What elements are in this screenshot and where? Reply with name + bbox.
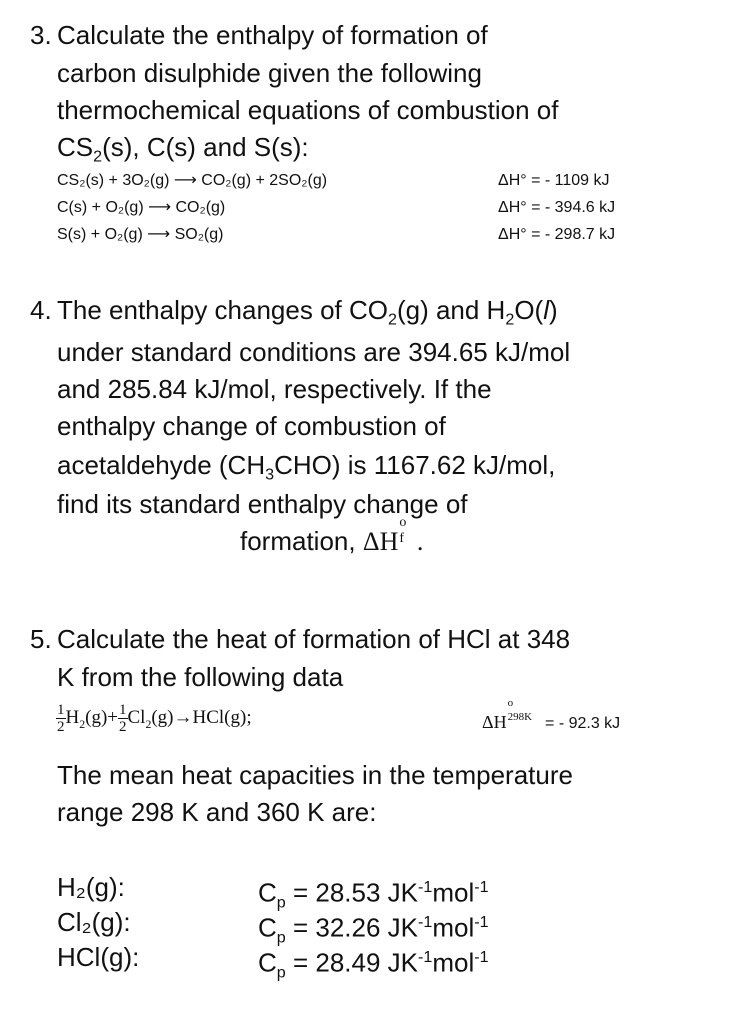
equation-sulfur-combustion: S(s) + O₂(g) ⟶ SO₂(g)	[57, 226, 224, 243]
question-4-line-2: under standard conditions are 394.65 kJ/mol	[57, 337, 571, 367]
equation-cs2-combustion: CS₂(s) + 3O₂(g) ⟶ CO₂(g) + 2SO₂(g)	[57, 172, 328, 189]
fraction-half: $\frac{1}{2}$	[57, 702, 65, 736]
question-4-number: 4.	[30, 295, 52, 325]
question-4-line-5: acetaldehyde $(CH_3CHO)$ is 1167.62 kJ/mol,	[57, 450, 556, 484]
heat-capacity-species-cl2: Cl₂(g):	[57, 907, 131, 937]
question-4-line-4: enthalpy change of combustion of	[57, 411, 446, 441]
question-5-line-4: range 298 K and 360 K are:	[57, 797, 377, 827]
heat-capacity-species-h2: H₂(g):	[57, 872, 125, 902]
question-4-line-1: The enthalpy changes of $CO_2(g)$ and $H_2O(l)$	[57, 295, 558, 329]
question-5-line-3: The mean heat capacities in the temperature	[57, 760, 573, 790]
enthalpy-carbon-combustion: ΔH° = - 394.6 kJ	[498, 199, 616, 216]
question-3-species-line: $CS_2(s)$, C(s) and S(s):	[57, 132, 309, 166]
enthalpy-sulfur-combustion: ΔH° = - 298.7 kJ	[498, 226, 616, 243]
question-4-line-7: formation, ΔH o f .	[240, 515, 424, 556]
hcl-formation-enthalpy: ΔH o 298K = - 92.3 kJ	[482, 697, 621, 732]
question-4-line-6: find its standard enthalpy change of	[57, 489, 468, 519]
heat-capacity-species-hcl: HCl(g):	[57, 942, 140, 972]
question-5-line-2: K from the following data	[57, 662, 344, 692]
hcl-formation-equation: $\frac{1}{2}$ $H_2(g)+$ $\frac{1}{2}$ $Cl_2(g)\to HCl(g)$;	[57, 702, 252, 736]
question-5-number: 5.	[30, 624, 52, 654]
heat-capacity-value-hcl: $C_p = 28.49$ $JK^{-1}mol^{-1}$	[258, 947, 489, 982]
question-3-number: 3.	[30, 20, 52, 50]
heat-capacity-value-cl2: $C_p = 32.26$ $JK^{-1}mol^{-1}$	[258, 912, 489, 947]
equation-carbon-combustion: C(s) + O₂(g) ⟶ CO₂(g)	[57, 199, 226, 216]
question-3-line-2: carbon disulphide given the following	[57, 58, 482, 88]
fraction-half: $\frac{1}{2}$	[119, 702, 127, 736]
question-5-line-1: Calculate the heat of formation of HCl at 348	[57, 624, 571, 654]
heat-capacity-value-h2: $C_p = 28.53$ $JK^{-1}mol^{-1}$	[258, 877, 489, 912]
question-3-line-3: thermochemical equations of combustion of	[57, 95, 559, 125]
question-4-line-3: and 285.84 kJ/mol, respectively. If the	[57, 374, 492, 404]
question-3-line-1: Calculate the enthalpy of formation of	[57, 20, 488, 50]
delta-h-formation-symbol: ΔH o f .	[362, 515, 424, 556]
enthalpy-cs2-combustion: ΔH° = - 1109 kJ	[498, 172, 610, 189]
